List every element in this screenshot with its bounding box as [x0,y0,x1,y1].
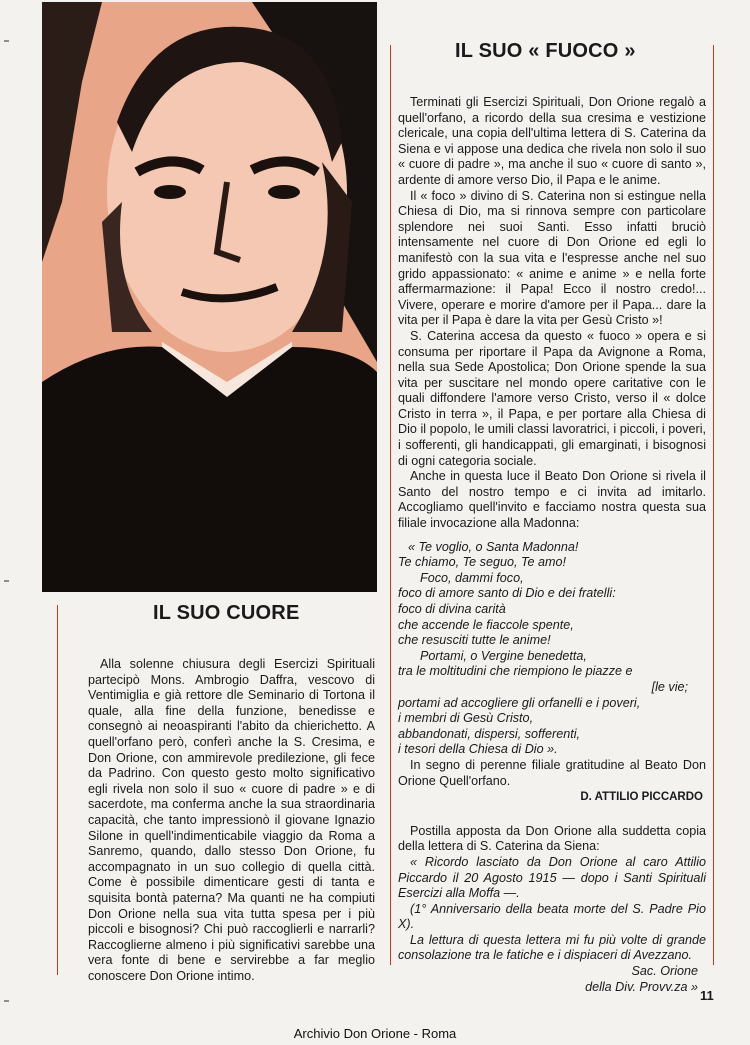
poem-line: portami ad accogliere gli orfanelli e i poveri, [398,695,641,710]
rule-right-outer [713,45,714,965]
poem-line: Foco, dammi foco, [420,570,524,585]
poem-line: « Te voglio, o Santa Madonna! [408,539,579,554]
rule-left-inner [57,605,58,975]
title-il-suo-cuore: IL SUO CUORE [153,602,300,624]
postilla-intro: Postilla apposta da Don Orione alla suddetta copia della lettera di S. Caterina da Siena: [398,823,706,854]
author-signature: D. ATTILIO PICCARDO [580,791,703,804]
postilla-section [398,824,706,996]
paragraph-cuore: Alla solenne chiusura degli Esercizi Spirituali partecipò Mons. Ambrogio Daffra, vescovo di Ventimiglia e già rettore dle Seminario di Tortona il quale, alla fine della funzione, benedisse e consegnò ai neoaspiranti l'abito da chierichetto. A quell'orfano però, conferì anche la S. Cresima, e Don Orione, con ammirevole predilezione, gli fece da Padrino. Con questo gesto molto significativo egli rivela non solo il suo « cuore di padre » e di sacerdote, ma conferma anche la sua straordinaria capacità, che tanto impressionò il giovane Ignazio Silone in quell'indimenticabile viaggio da Roma a Sanremo, quando, dallo stesso Don Orione, fu accompagnato in un suo collegio di quella città. Come è possibile dimenticare gesti di tanta e squisita bontà paterna? Ma quanti ne ha compiuti Don Orione nella sua vita tutta spesa per i più piccoli e bisognosi? Chi può raccoglierli e narrarli? Raccoglierne almeno i più significativi sarebbe una vera fonte di bene e servirebbe a far meglio conoscere Don Orione intimo. [88,657,375,983]
margin-mark [4,40,9,42]
poem-line: che accende le fiaccole spente, [398,617,574,632]
poem-line: Portami, o Vergine benedetta, [420,648,587,663]
poem-line: [le vie; [651,679,688,694]
postilla-quote: « Ricordo lasciato da Don Orione al caro Attilio Piccardo il 20 Agosto 1915 — dopo i Santi Spirituali Esercizi alla Moffa —. [398,854,706,901]
invocation-poem [398,540,706,758]
margin-mark [4,1000,9,1002]
paragraph-fuoco-3: S. Caterina accesa da questo « fuoco » opera e si consuma per riportare il Papa da Avignone a Roma, nella sua Sede Apostolica; Don Orione spende la sua vita per suscitare nel mondo opere caritative con le quali diffondere l'amore verso Cristo, verso il « dolce Cristo in terra », il Papa, e per portare alla Chiesa di Dio il popolo, le umili classi lavoratrici, i piccoli, i poveri, i sofferenti, gli handicappati, gli emarginati, i bisognosi di ogni categoria sociale. [398,328,706,468]
poem-line: foco di divina carità [398,602,506,616]
poem-line: che resusciti tutte le anime! [398,633,551,648]
right-column [398,95,706,995]
left-column [88,657,375,984]
archive-label: Archivio Don Orione - Roma [293,1026,457,1041]
orione-signature-line1: Sac. Orione [631,964,698,979]
poem-line: tra le moltitudini che riempiono le piazze e [398,664,633,679]
postilla-anniversary: (1° Anniversario della beata morte del S. Padre Pio X). [398,901,706,932]
poem-line: i tesori della Chiesa di Dio ». [398,742,558,757]
title-il-suo-fuoco: IL SUO « FUOCO » [455,40,636,62]
paragraph-fuoco-2: Il « foco » divino di S. Caterina non si estingue nella Chiesa di Dio, ma si rinnova sempre con particolare splendore nei suoi Santi. Esso infatti bruciò intensamente nel cuore di Don Orione ed egli lo manifestò con la sua vita e l'espresse anche nel suo grido appassionato: « anime e anime » e nella forte affermarmazione: il Papa! Ecco il nostro credo!... Vivere, operare e morire d'amore per il Papa... dare la vita per il Papa è dare la vita per Gesù Cristo »! [398,188,706,328]
rule-right-inner [390,45,391,965]
portrait-photo [42,2,377,592]
postilla-text: La lettura di questa lettera mi fu più volte di grande consolazione tra le fatiche e i dispiaceri di Avezzano. [398,932,706,963]
paragraph-fuoco-1: Terminati gli Esercizi Spirituali, Don Orione regalò a quell'orfano, a ricordo della sua cresima e vestizione clericale, una copia dell'ultima lettera di S. Caterina da Siena e vi appose una dedica che rivela non solo il suo « cuore di padre », ma anche il suo « cuore di santo », ardente di amore verso Dio, il Papa e le anime. [398,95,706,187]
closing-dedication: In segno di perenne filiale gratitudine al Beato Don Orione Quell'orfano. [398,757,706,788]
paragraph-fuoco-4: Anche in questa luce il Beato Don Orione si rivela il Santo del nostro tempo e ci invita ad imitarlo. Accogliamo quell'invito e facciamo nostra questa sua filiale invocazione alla Madonna: [398,469,706,531]
orione-signature-line2: della Div. Provv.za » [585,979,698,994]
poem-line: abbandonati, dispersi, sofferenti, [398,726,581,741]
poem-line: i membri di Gesù Cristo, [398,711,534,726]
margin-mark [4,580,9,582]
page-number: 11 [700,988,714,1003]
poem-line: foco di amore santo di Dio e dei fratelli: [398,586,616,601]
poem-line: Te chiamo, Te seguo, Te amo! [398,555,567,570]
portrait-illustration [42,2,377,592]
